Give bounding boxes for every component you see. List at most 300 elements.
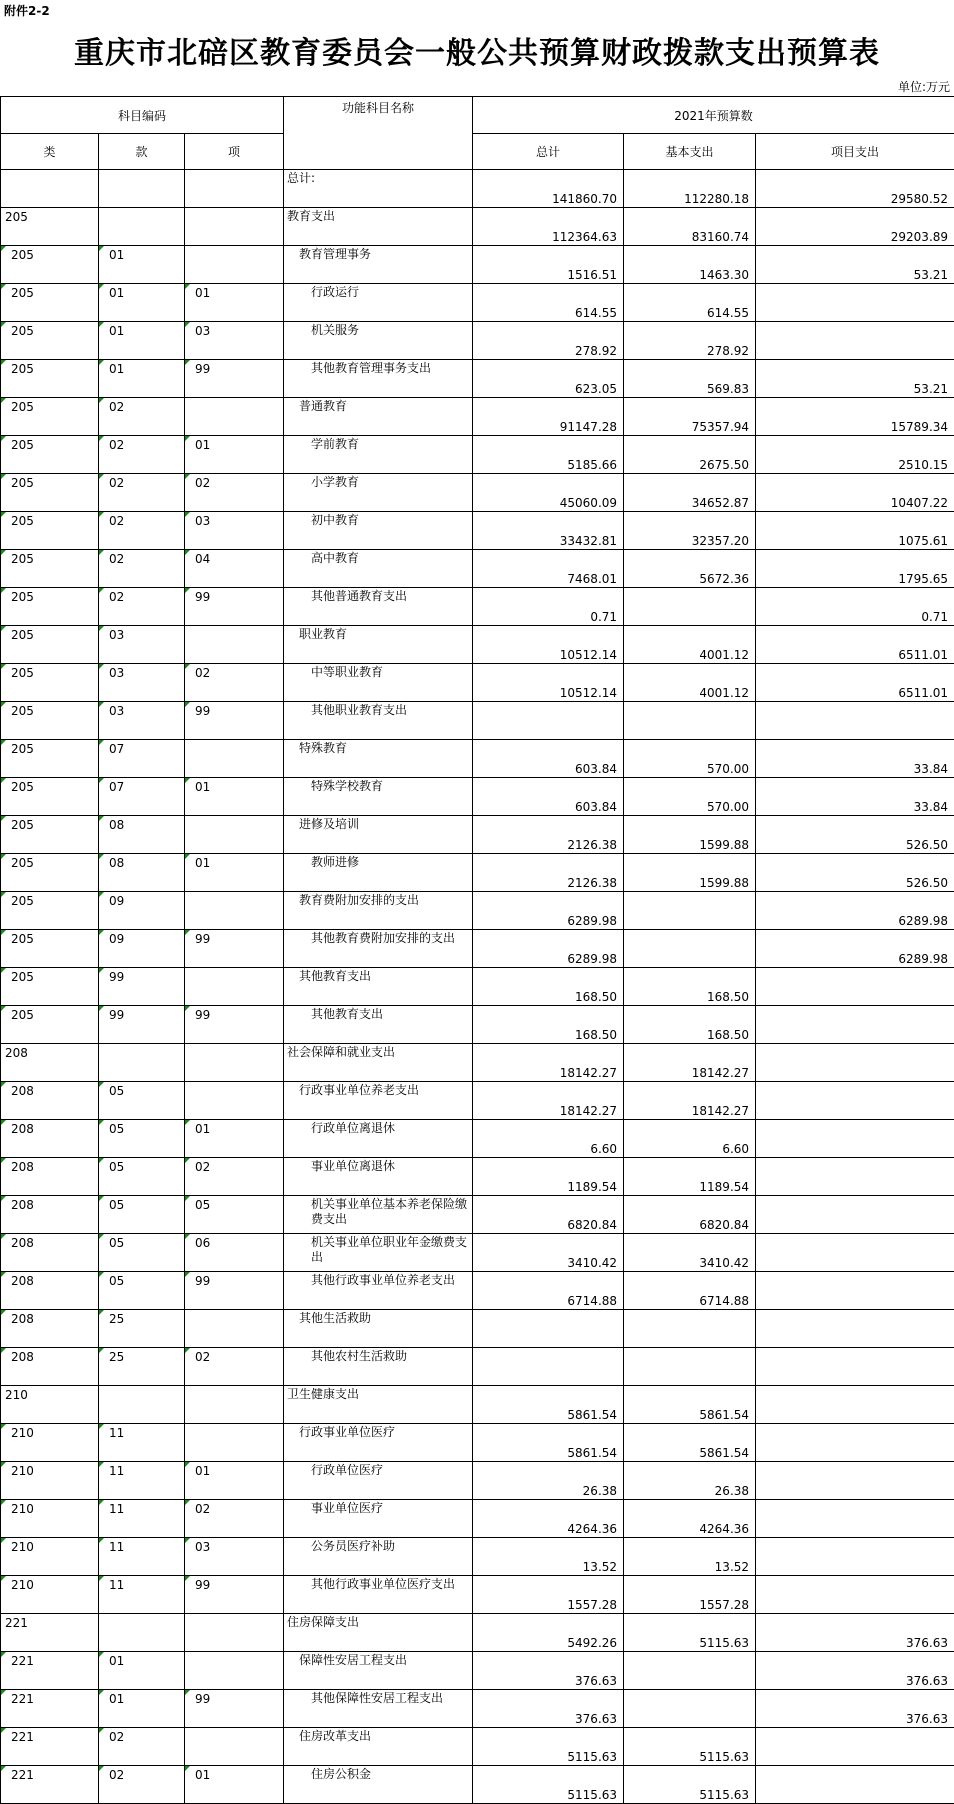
table-row: [1, 1006, 954, 1044]
basic-cell: 168.50: [624, 1006, 756, 1044]
xiang-cell: 01: [185, 1120, 284, 1158]
lei-cell: 205: [1, 550, 99, 588]
table-row: [1, 1576, 954, 1614]
kuan-cell: 07: [99, 778, 185, 816]
item-name-cell: 其他保障性安居工程支出: [284, 1690, 473, 1728]
xiang-cell: 01: [185, 436, 284, 474]
basic-cell: [624, 1690, 756, 1728]
total-cell: 6289.98: [473, 930, 624, 968]
xiang-cell: [185, 1310, 284, 1348]
xiang-cell: [185, 1424, 284, 1462]
basic-cell: 1557.28: [624, 1576, 756, 1614]
item-name-cell: 机关事业单位职业年金缴费支出: [284, 1234, 473, 1272]
basic-cell: [624, 588, 756, 626]
item-name-cell: 初中教育: [284, 512, 473, 550]
kuan-cell: 05: [99, 1272, 185, 1310]
lei-cell: 208: [1, 1272, 99, 1310]
item-name-cell: 其他教育管理事务支出: [284, 360, 473, 398]
lei-cell: 205: [1, 626, 99, 664]
total-cell: 33432.81: [473, 512, 624, 550]
header-total: 总计: [473, 134, 624, 170]
header-row-2: [1, 134, 954, 170]
total-cell: 13.52: [473, 1538, 624, 1576]
item-name-cell: 进修及培训: [284, 816, 473, 854]
xiang-cell: 02: [185, 474, 284, 512]
item-name-cell: 公务员医疗补助: [284, 1538, 473, 1576]
item-name-cell: 特殊学校教育: [284, 778, 473, 816]
lei-cell: 210: [1, 1386, 99, 1424]
lei-cell: 205: [1, 892, 99, 930]
total-cell: 5861.54: [473, 1386, 624, 1424]
lei-cell: 210: [1, 1500, 99, 1538]
lei-cell: 208: [1, 1348, 99, 1386]
project-cell: [756, 1538, 954, 1576]
xiang-cell: 02: [185, 1500, 284, 1538]
kuan-cell: 05: [99, 1082, 185, 1120]
item-name-cell: 普通教育: [284, 398, 473, 436]
project-cell: [756, 1348, 954, 1386]
table-row: [1, 778, 954, 816]
basic-cell: 1599.88: [624, 816, 756, 854]
basic-cell: 5672.36: [624, 550, 756, 588]
item-name-cell: 高中教育: [284, 550, 473, 588]
total-cell: 5115.63: [473, 1766, 624, 1804]
item-name-cell: 教师进修: [284, 854, 473, 892]
basic-cell: 18142.27: [624, 1082, 756, 1120]
lei-cell: 205: [1, 360, 99, 398]
xiang-cell: 99: [185, 702, 284, 740]
total-cell: 7468.01: [473, 550, 624, 588]
total-cell: 10512.14: [473, 664, 624, 702]
xiang-cell: 02: [185, 1348, 284, 1386]
project-cell: 29580.52: [756, 170, 954, 208]
project-cell: 15789.34: [756, 398, 954, 436]
total-cell: 10512.14: [473, 626, 624, 664]
table-row: [1, 208, 954, 246]
total-cell: 26.38: [473, 1462, 624, 1500]
lei-cell: 210: [1, 1424, 99, 1462]
item-name-cell: 其他教育支出: [284, 968, 473, 1006]
table-row: [1, 1462, 954, 1500]
kuan-cell: 11: [99, 1424, 185, 1462]
basic-cell: 5861.54: [624, 1424, 756, 1462]
basic-cell: 4001.12: [624, 664, 756, 702]
table-row: [1, 170, 954, 208]
table-row: [1, 1272, 954, 1310]
table-row: [1, 1538, 954, 1576]
total-cell: 2126.38: [473, 816, 624, 854]
basic-cell: 32357.20: [624, 512, 756, 550]
project-cell: 33.84: [756, 778, 954, 816]
item-name-cell: 其他行政事业单位养老支出: [284, 1272, 473, 1310]
table-row: [1, 1044, 954, 1082]
item-name-cell: 社会保障和就业支出: [284, 1044, 473, 1082]
xiang-cell: 01: [185, 854, 284, 892]
total-cell: 6820.84: [473, 1196, 624, 1234]
item-name-cell: 其他农村生活救助: [284, 1348, 473, 1386]
total-cell: 91147.28: [473, 398, 624, 436]
total-cell: [473, 1310, 624, 1348]
xiang-cell: 99: [185, 1690, 284, 1728]
xiang-cell: 99: [185, 930, 284, 968]
item-name-cell: 其他行政事业单位医疗支出: [284, 1576, 473, 1614]
basic-cell: 4001.12: [624, 626, 756, 664]
kuan-cell: 03: [99, 702, 185, 740]
lei-cell: 205: [1, 702, 99, 740]
lei-cell: 205: [1, 284, 99, 322]
kuan-cell: 03: [99, 626, 185, 664]
total-cell: 376.63: [473, 1652, 624, 1690]
table-row: [1, 892, 954, 930]
kuan-cell: 25: [99, 1310, 185, 1348]
xiang-cell: 04: [185, 550, 284, 588]
total-cell: [473, 702, 624, 740]
lei-cell: 205: [1, 930, 99, 968]
item-name-cell: 教育费附加安排的支出: [284, 892, 473, 930]
kuan-cell: 11: [99, 1538, 185, 1576]
kuan-cell: 99: [99, 1006, 185, 1044]
item-name-cell: 保障性安居工程支出: [284, 1652, 473, 1690]
table-row: [1, 246, 954, 284]
project-cell: 376.63: [756, 1652, 954, 1690]
unit-label: 单位:万元: [898, 78, 950, 95]
project-cell: [756, 1310, 954, 1348]
table-row: [1, 702, 954, 740]
attachment-label: 附件2-2: [4, 2, 50, 19]
total-cell: 6289.98: [473, 892, 624, 930]
header-name: 功能科目名称: [284, 97, 473, 170]
page-title: 重庆市北碚区教育委员会一般公共预算财政拨款支出预算表: [0, 28, 954, 72]
basic-cell: 614.55: [624, 284, 756, 322]
project-cell: 526.50: [756, 816, 954, 854]
table-row: [1, 626, 954, 664]
project-cell: [756, 968, 954, 1006]
item-name-cell: 行政事业单位养老支出: [284, 1082, 473, 1120]
kuan-cell: 99: [99, 968, 185, 1006]
lei-cell: 205: [1, 436, 99, 474]
xiang-cell: 02: [185, 1158, 284, 1196]
project-cell: [756, 1196, 954, 1234]
xiang-cell: 99: [185, 360, 284, 398]
xiang-cell: 02: [185, 664, 284, 702]
basic-cell: 18142.27: [624, 1044, 756, 1082]
lei-cell: 205: [1, 968, 99, 1006]
basic-cell: 5115.63: [624, 1614, 756, 1652]
table-row: [1, 854, 954, 892]
project-cell: 6511.01: [756, 664, 954, 702]
project-cell: [756, 1424, 954, 1462]
lei-cell: 210: [1, 1576, 99, 1614]
table-row: [1, 1234, 954, 1272]
table-row: [1, 1082, 954, 1120]
table-row: [1, 398, 954, 436]
lei-cell: 208: [1, 1196, 99, 1234]
header-basic: 基本支出: [624, 134, 756, 170]
project-cell: 526.50: [756, 854, 954, 892]
lei-cell: 205: [1, 398, 99, 436]
basic-cell: [624, 892, 756, 930]
lei-cell: 221: [1, 1728, 99, 1766]
basic-cell: 168.50: [624, 968, 756, 1006]
total-cell: 603.84: [473, 778, 624, 816]
lei-cell: 221: [1, 1766, 99, 1804]
item-name-cell: 事业单位医疗: [284, 1500, 473, 1538]
project-cell: 29203.89: [756, 208, 954, 246]
project-cell: [756, 1462, 954, 1500]
kuan-cell: 02: [99, 1728, 185, 1766]
table-row: [1, 1652, 954, 1690]
total-cell: [473, 1348, 624, 1386]
kuan-cell: 02: [99, 1766, 185, 1804]
xiang-cell: 03: [185, 322, 284, 360]
table-row: [1, 664, 954, 702]
lei-cell: 221: [1, 1652, 99, 1690]
total-cell: 5115.63: [473, 1728, 624, 1766]
xiang-cell: 03: [185, 512, 284, 550]
basic-cell: [624, 930, 756, 968]
basic-cell: 6820.84: [624, 1196, 756, 1234]
item-name-cell: 其他职业教育支出: [284, 702, 473, 740]
xiang-cell: 05: [185, 1196, 284, 1234]
xiang-cell: [185, 246, 284, 284]
project-cell: 0.71: [756, 588, 954, 626]
kuan-cell: 11: [99, 1500, 185, 1538]
kuan-cell: 01: [99, 284, 185, 322]
lei-cell: 205: [1, 778, 99, 816]
lei-cell: 205: [1, 322, 99, 360]
project-cell: 2510.15: [756, 436, 954, 474]
total-cell: 603.84: [473, 740, 624, 778]
project-cell: [756, 1766, 954, 1804]
basic-cell: 5861.54: [624, 1386, 756, 1424]
basic-cell: 75357.94: [624, 398, 756, 436]
xiang-cell: [185, 1652, 284, 1690]
xiang-cell: 01: [185, 284, 284, 322]
table-row: [1, 968, 954, 1006]
total-cell: 5185.66: [473, 436, 624, 474]
project-cell: [756, 1272, 954, 1310]
total-cell: 168.50: [473, 968, 624, 1006]
kuan-cell: 01: [99, 322, 185, 360]
project-cell: [756, 1044, 954, 1082]
xiang-cell: [185, 208, 284, 246]
kuan-cell: 03: [99, 664, 185, 702]
kuan-cell: 01: [99, 1690, 185, 1728]
basic-cell: [624, 1652, 756, 1690]
total-cell: 623.05: [473, 360, 624, 398]
xiang-cell: [185, 740, 284, 778]
table-row: [1, 930, 954, 968]
total-cell: 1516.51: [473, 246, 624, 284]
kuan-cell: 02: [99, 436, 185, 474]
item-name-cell: 其他普通教育支出: [284, 588, 473, 626]
total-cell: 5861.54: [473, 1424, 624, 1462]
total-cell: 6714.88: [473, 1272, 624, 1310]
total-cell: 1189.54: [473, 1158, 624, 1196]
basic-cell: 3410.42: [624, 1234, 756, 1272]
table-row: [1, 1500, 954, 1538]
total-cell: 376.63: [473, 1690, 624, 1728]
xiang-cell: [185, 1082, 284, 1120]
total-cell: 18142.27: [473, 1044, 624, 1082]
lei-cell: 205: [1, 512, 99, 550]
item-name-cell: 特殊教育: [284, 740, 473, 778]
total-cell: 278.92: [473, 322, 624, 360]
project-cell: [756, 1500, 954, 1538]
xiang-cell: 99: [185, 1006, 284, 1044]
total-cell: 1557.28: [473, 1576, 624, 1614]
project-cell: 53.21: [756, 360, 954, 398]
table-row: [1, 322, 954, 360]
kuan-cell: 02: [99, 588, 185, 626]
lei-cell: [1, 170, 99, 208]
xiang-cell: [185, 968, 284, 1006]
xiang-cell: 99: [185, 1576, 284, 1614]
lei-cell: 221: [1, 1614, 99, 1652]
project-cell: [756, 1576, 954, 1614]
lei-cell: 205: [1, 740, 99, 778]
kuan-cell: 09: [99, 930, 185, 968]
table-row: [1, 588, 954, 626]
total-cell: 2126.38: [473, 854, 624, 892]
item-name-cell: 其他教育费附加安排的支出: [284, 930, 473, 968]
project-cell: 53.21: [756, 246, 954, 284]
item-name-cell: 教育支出: [284, 208, 473, 246]
xiang-cell: [185, 170, 284, 208]
item-name-cell: 总计:: [284, 170, 473, 208]
table-row: [1, 1386, 954, 1424]
header-budget-group: 2021年预算数: [473, 97, 954, 134]
item-name-cell: 住房改革支出: [284, 1728, 473, 1766]
total-cell: 6.60: [473, 1120, 624, 1158]
header-row-1: [1, 97, 954, 134]
basic-cell: 570.00: [624, 740, 756, 778]
project-cell: 10407.22: [756, 474, 954, 512]
kuan-cell: 05: [99, 1234, 185, 1272]
item-name-cell: 其他生活救助: [284, 1310, 473, 1348]
lei-cell: 208: [1, 1044, 99, 1082]
item-name-cell: 事业单位离退休: [284, 1158, 473, 1196]
lei-cell: 205: [1, 588, 99, 626]
item-name-cell: 职业教育: [284, 626, 473, 664]
lei-cell: 208: [1, 1310, 99, 1348]
project-cell: 376.63: [756, 1690, 954, 1728]
project-cell: [756, 1234, 954, 1272]
xiang-cell: [185, 816, 284, 854]
item-name-cell: 行政运行: [284, 284, 473, 322]
project-cell: 6289.98: [756, 892, 954, 930]
table-row: [1, 360, 954, 398]
table-row: [1, 1690, 954, 1728]
basic-cell: 34652.87: [624, 474, 756, 512]
lei-cell: 210: [1, 1538, 99, 1576]
project-cell: 6511.01: [756, 626, 954, 664]
kuan-cell: 02: [99, 398, 185, 436]
lei-cell: 208: [1, 1234, 99, 1272]
project-cell: [756, 1120, 954, 1158]
project-cell: [756, 1386, 954, 1424]
table-row: [1, 816, 954, 854]
item-name-cell: 机关事业单位基本养老保险缴费支出: [284, 1196, 473, 1234]
lei-cell: 205: [1, 816, 99, 854]
xiang-cell: 99: [185, 588, 284, 626]
kuan-cell: 25: [99, 1348, 185, 1386]
kuan-cell: 01: [99, 360, 185, 398]
item-name-cell: 住房公积金: [284, 1766, 473, 1804]
project-cell: [756, 1006, 954, 1044]
table-row: [1, 474, 954, 512]
table-row: [1, 1424, 954, 1462]
item-name-cell: 小学教育: [284, 474, 473, 512]
xiang-cell: [185, 1728, 284, 1766]
project-cell: 376.63: [756, 1614, 954, 1652]
lei-cell: 205: [1, 474, 99, 512]
basic-cell: 83160.74: [624, 208, 756, 246]
basic-cell: [624, 1348, 756, 1386]
basic-cell: 569.83: [624, 360, 756, 398]
budget-table: [0, 96, 954, 1804]
item-name-cell: 住房保障支出: [284, 1614, 473, 1652]
total-cell: 45060.09: [473, 474, 624, 512]
xiang-cell: [185, 1614, 284, 1652]
xiang-cell: 06: [185, 1234, 284, 1272]
basic-cell: 1463.30: [624, 246, 756, 284]
total-cell: 112364.63: [473, 208, 624, 246]
total-cell: 3410.42: [473, 1234, 624, 1272]
header-project: 项目支出: [756, 134, 954, 170]
item-name-cell: 中等职业教育: [284, 664, 473, 702]
lei-cell: 205: [1, 854, 99, 892]
basic-cell: 5115.63: [624, 1766, 756, 1804]
kuan-cell: [99, 1386, 185, 1424]
item-name-cell: 学前教育: [284, 436, 473, 474]
lei-cell: 208: [1, 1158, 99, 1196]
project-cell: 6289.98: [756, 930, 954, 968]
kuan-cell: 05: [99, 1120, 185, 1158]
kuan-cell: [99, 170, 185, 208]
lei-cell: 205: [1, 664, 99, 702]
xiang-cell: 01: [185, 1766, 284, 1804]
kuan-cell: 05: [99, 1158, 185, 1196]
lei-cell: 221: [1, 1690, 99, 1728]
project-cell: [756, 1158, 954, 1196]
header-kuan: 款: [99, 134, 185, 170]
total-cell: 18142.27: [473, 1082, 624, 1120]
item-name-cell: 其他教育支出: [284, 1006, 473, 1044]
project-cell: [756, 702, 954, 740]
table-row: [1, 740, 954, 778]
kuan-cell: 02: [99, 512, 185, 550]
project-cell: [756, 1728, 954, 1766]
kuan-cell: [99, 1614, 185, 1652]
basic-cell: [624, 1310, 756, 1348]
basic-cell: 4264.36: [624, 1500, 756, 1538]
xiang-cell: [185, 626, 284, 664]
project-cell: 1795.65: [756, 550, 954, 588]
kuan-cell: 11: [99, 1576, 185, 1614]
xiang-cell: [185, 892, 284, 930]
table-row: [1, 1310, 954, 1348]
item-name-cell: 机关服务: [284, 322, 473, 360]
xiang-cell: 01: [185, 1462, 284, 1500]
basic-cell: 1189.54: [624, 1158, 756, 1196]
total-cell: 5492.26: [473, 1614, 624, 1652]
table-row: [1, 1196, 954, 1234]
basic-cell: 6.60: [624, 1120, 756, 1158]
basic-cell: 26.38: [624, 1462, 756, 1500]
kuan-cell: 01: [99, 1652, 185, 1690]
kuan-cell: 09: [99, 892, 185, 930]
